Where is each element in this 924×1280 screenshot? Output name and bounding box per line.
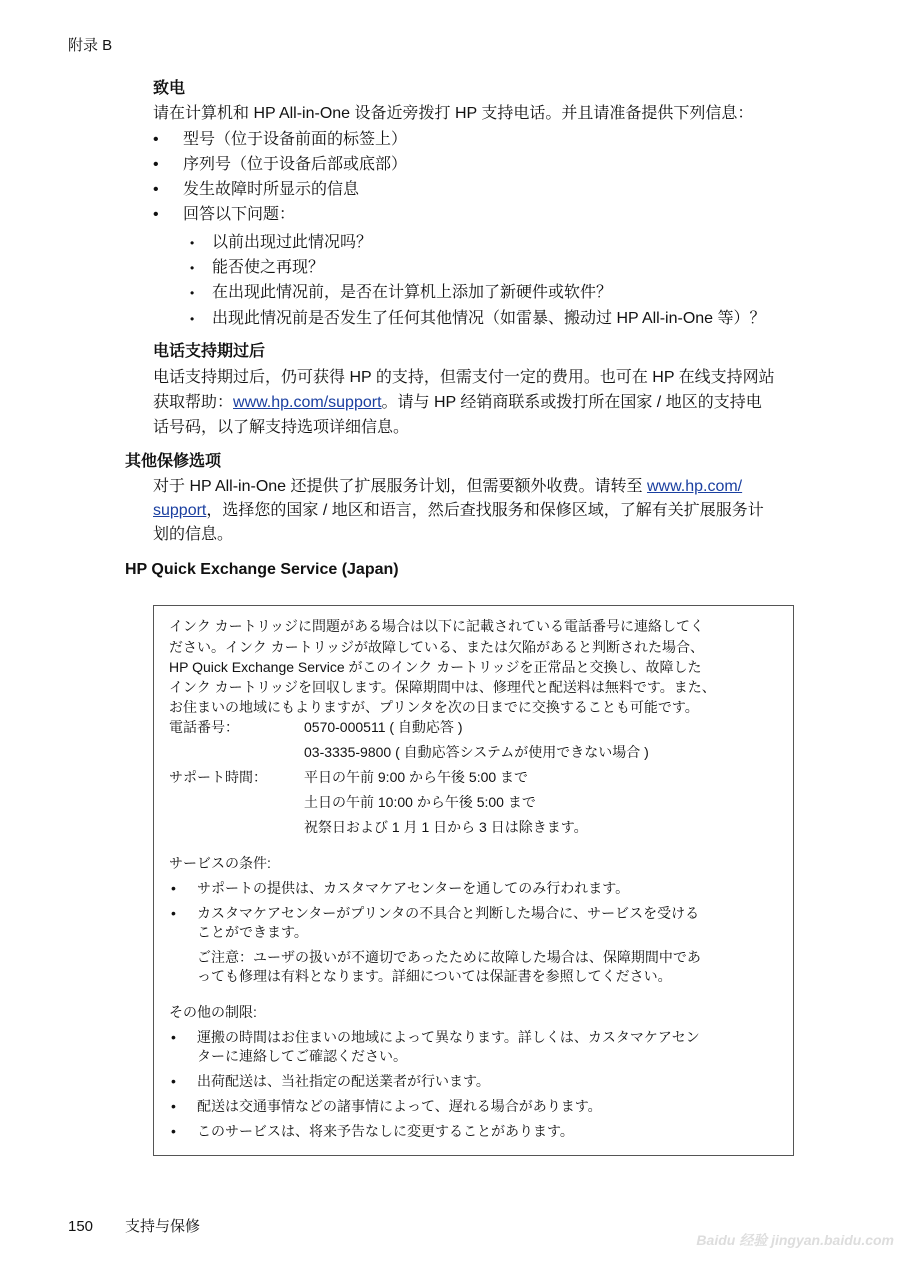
document-page: 附录 B 致电 请在计算机和 HP All-in-One 设备近旁拨打 HP 支持电话。并且请准备提供下列信息： • 型号（位于设备前面的标签上） • 序列号（位于设备后部或底部） • 发生故障时所显示的信息 • 回答以下问题： • 以前出现过此情况吗？ • 能否使之再现？ • 在出现此情况前，是否在计算机上添加了新硬件或软件？ • 出现此情况前是否发生了任何其他情况（如雷暴、搬动过 HP All-in-One 等）？ 电话支持期过后 电话支持期过后，仍可获得 HP 的支持，但需支付一定的费用。也可在 HP 在线支持网站 获取帮助：www.hp.com/support。请与 HP 经销商联系或拨打所在国家 / 地区的支持电 话号码，以了解支持选项详细信息。 其他保修选项 对于 HP All-in-One 还提供了扩展服务计划，但需要额外收费。请转至 www.hp.com/ support，选择您的国家 / 地区和语言，然后查找服务和保修区域，了解有关扩展服务计 划的信息。 HP Quick Exchange Service (Japan) インク カートリッジに問題がある場合は以下に記載されている電話番号に連絡してく ださい。インク カートリッジが故障している、または欠陥があると判断された場合、 HP Quick Exchange Service がこのインク カートリッジを正常品と交換し、故障した インク カートリッジを回収します。保障期間中は、修理代と配送料は無料です。また、 お住まいの地域にもよりますが、プリンタを次の日までに交換することも可能です。 電話番号： 0570-000511 ( 自動応答 ) 03-3335-9800 ( 自動応答システムが使用できない場合 ) サポート時間： 平日の午前 9:00 から午後 5:00 まで 土日の午前 10:00 から午後 5:00 まで 祝祭日および 1 月 1 日から 3 日は除きます。 サービスの条件: • サポートの提供は、カスタマケアセンターを通してのみ行われます。 • カスタマケアセンターがプリンタの不具合と判断した場合に、サービスを受ける ことができます。 ご注意：ユーザの扱いが不適切であったために故障した場合は、保障期間中であ っても修理は有料となります。詳細については保証書を参照してください。 その他の制限: • 運搬の時間はお住まいの地域によって異なります。詳しくは、カスタマケアセン ターに連絡してご確認ください。 • 出荷配送は、当社指定の配送業者が行います。 • 配送は交通事情などの諸事情によって、遅れる場合があります。 • このサービスは、将来予告なしに変更することがあります。 150 支持与保修 Baidu 经验 jingyan.baidu.com (0, 0, 924, 1280)
hours-line: 土日の午前 10:00 から午後 5:00 まで (304, 794, 536, 810)
list-item: ターに連絡してご確認ください。 (197, 1048, 407, 1064)
paragraph-line: support，选择您的国家 / 地区和语言，然后查找服务和保修区域，了解有关扩展服务计 (153, 502, 764, 519)
phone-number: 0570-000511 ( 自動応答 ) (304, 719, 463, 735)
call-title: 致电 (153, 80, 186, 97)
list-item: 序列号（位于设备后部或底部） (183, 156, 408, 173)
hours-line: 平日の午前 9:00 から午後 5:00 まで (304, 769, 529, 785)
list-item: 回答以下问题： (183, 206, 296, 223)
other-title: 其他保修选项 (125, 453, 222, 470)
list-item: サポートの提供は、カスタマケアセンターを通してのみ行われます。 (197, 880, 630, 896)
note-line: っても修理は有料となります。詳細については保証書を参照してください。 (197, 968, 672, 984)
after-title: 电话支持期过后 (153, 343, 266, 360)
list-item: 配送は交通事情などの諸事情によって、遅れる場合があります。 (197, 1098, 602, 1114)
page-header: 附录 B (68, 37, 113, 54)
hours-line: 祝祭日および 1 月 1 日から 3 日は除きます。 (304, 819, 588, 835)
hours-label: サポート時間： (169, 769, 267, 785)
list-item: ことができます。 (197, 924, 308, 940)
list-item: 型号（位于设备前面的标签上） (183, 131, 408, 148)
call-intro: 请在计算机和 HP All-in-One 设备近旁拨打 HP 支持电话。并且请准备提供下列信息： (153, 105, 754, 122)
conditions-title: サービスの条件: (169, 855, 271, 871)
box-line: ださい。インク カートリッジが故障している、または欠陥があると判断された場合、 (169, 639, 705, 655)
list-item: 发生故障时所显示的信息 (183, 181, 360, 198)
box-line: インク カートリッジに問題がある場合は以下に記載されている電話番号に連絡してく (169, 618, 705, 634)
box-line: お住まいの地域にもよりますが、プリンタを次の日までに交換することも可能です。 (169, 699, 699, 715)
list-item: カスタマケアセンターがプリンタの不具合と判断した場合に、サービスを受ける (197, 905, 700, 921)
list-item: このサービスは、将来予告なしに変更することがあります。 (197, 1123, 574, 1139)
hp-support-link[interactable]: www.hp.com/support (233, 394, 382, 411)
note-line: ご注意：ユーザの扱いが不適切であったために故障した場合は、保障期間中であ (197, 949, 701, 965)
list-item: 運搬の時間はお住まいの地域によって異なります。詳しくは、カスタマケアセン (197, 1029, 700, 1045)
box-line: HP Quick Exchange Service がこのインク カートリッジを正常品と交換し、故障した (169, 659, 702, 675)
page-number: 150 (68, 1218, 94, 1235)
sub-list-item: 以前出现过此情况吗？ (212, 234, 373, 251)
phone-number: 03-3335-9800 ( 自動応答システムが使用できない場合 ) (304, 744, 649, 760)
baidu-watermark: Baidu 经验 jingyan.baidu.com (696, 1232, 894, 1248)
box-line: インク カートリッジを回収します。保障期間中は、修理代と配送料は無料です。また、 (169, 679, 716, 695)
hp-support-link[interactable]: support (153, 502, 207, 519)
sub-list-item: 在出现此情况前，是否在计算机上添加了新硬件或软件？ (212, 284, 613, 301)
limits-title: その他の制限: (169, 1004, 257, 1020)
paragraph-line: 划的信息。 (153, 526, 234, 543)
japan-service-box: インク カートリッジに問題がある場合は以下に記載されている電話番号に連絡してく ださい。インク カートリッジが故障している、または欠陥があると判断された場合、 HP Quick Exchange Service がこのインク カートリッジを正常品と交換し、故障した インク カートリッジを回収します。保障期間中は、修理代と配送料は無料です。また、 お住まいの地域にもよりますが、プリンタを次の日までに交換することも可能です。 電話番号： 0570-000511 ( 自動応答 ) 03-3335-9800 ( 自動応答システムが使用できない場合 ) サポート時間： 平日の午前 9:00 から午後 5:00 まで 土日の午前 10:00 から午後 5:00 まで 祝祭日および 1 月 1 日から 3 日は除きます。 サービスの条件: • サポートの提供は、カスタマケアセンターを通してのみ行われます。 • カスタマケアセンターがプリンタの不具合と判断した場合に、サービスを受ける ことができます。 ご注意：ユーザの扱いが不適切であったために故障した場合は、保障期間中であ っても修理は有料となります。詳細については保証書を参照してください。 その他の制限: • 運搬の時間はお住まいの地域によって異なります。詳しくは、カスタマケアセン ターに連絡してご確認ください。 • 出荷配送は、当社指定の配送業者が行います。 • 配送は交通事情などの諸事情によって、遅れる場合があります。 • このサービスは、将来予告なしに変更することがあります。 (153, 605, 794, 1156)
sub-list-item: 出现此情况前是否发生了任何其他情况（如雷暴、搬动过 HP All-in-One 等）？ (212, 310, 766, 327)
sub-list-item: 能否使之再现？ (212, 259, 325, 276)
phone-label: 電話番号： (169, 719, 239, 735)
hp-support-link[interactable]: www.hp.com/ (646, 478, 743, 495)
paragraph-line: 对于 HP All-in-One 还提供了扩展服务计划，但需要额外收费。请转至 www.hp.com/ (153, 478, 743, 495)
paragraph-line: 电话支持期过后，仍可获得 HP 的支持，但需支付一定的费用。也可在 HP 在线支持网站 (153, 369, 775, 386)
list-item: 出荷配送は、当社指定の配送業者が行います。 (197, 1073, 490, 1089)
japan-title: HP Quick Exchange Service (Japan) (125, 561, 399, 578)
paragraph-line: 话号码，以了解支持选项详细信息。 (153, 419, 410, 436)
paragraph-line: 获取帮助：www.hp.com/support。请与 HP 经销商联系或拨打所在国家 / 地区的支持电 (153, 394, 762, 411)
footer-section: 支持与保修 (125, 1218, 201, 1235)
